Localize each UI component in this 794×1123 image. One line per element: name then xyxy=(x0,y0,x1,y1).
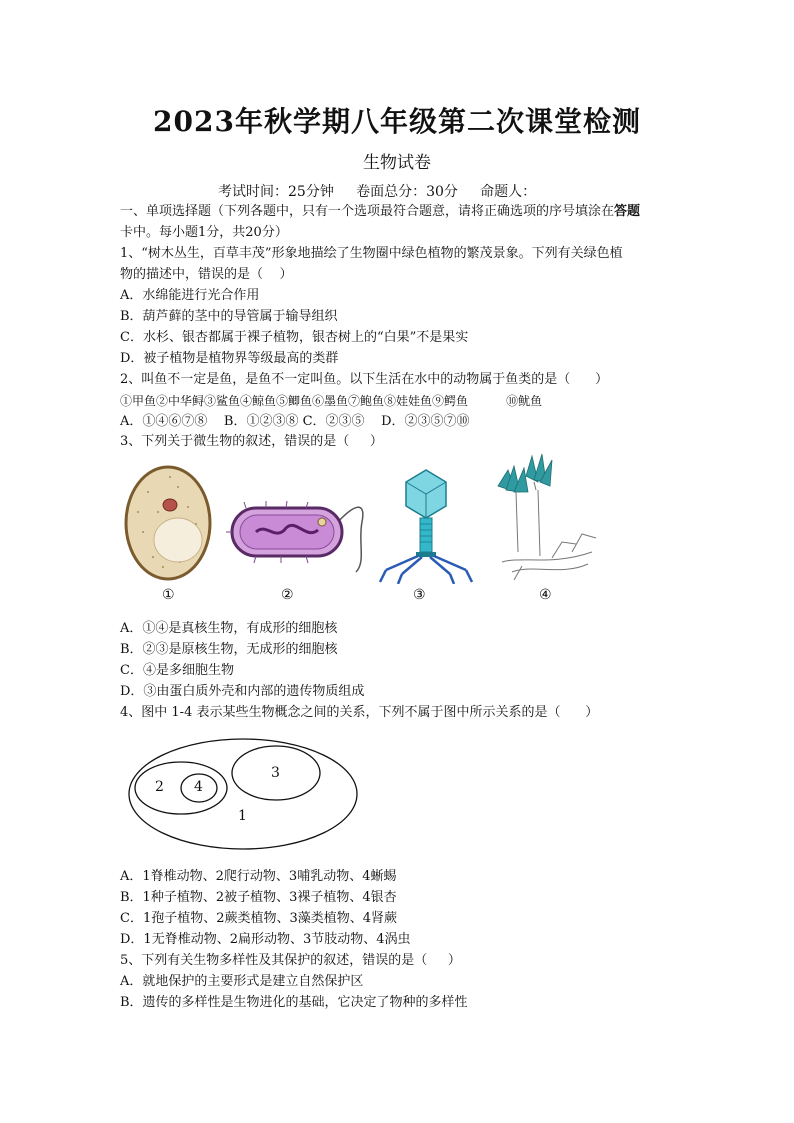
exam-subtitle: 生物试卷 xyxy=(363,153,431,173)
q4-option-b: B．1种子植物、2被子植物、3裸子植物、4银杏 xyxy=(120,890,397,905)
mold-figure xyxy=(492,452,600,584)
section1-intro-bold: 答题 xyxy=(614,204,641,219)
q3-option-a: A．①④是真核生物，有成形的细胞核 xyxy=(120,621,338,636)
q1-stem-line2: 物的描述中，错误的是（ ） xyxy=(120,267,293,282)
yeast-cell-figure xyxy=(118,462,218,584)
section1-intro xyxy=(120,203,640,221)
q5-stem: 5、下列有关生物多样性及其保护的叙述，错误的是（ ） xyxy=(120,953,461,968)
q1-option-d: D．被子植物是植物界等级最高的类群 xyxy=(120,351,339,366)
q1-option-b: B．葫芦藓的茎中的导管属于输导组织 xyxy=(120,309,338,324)
q4-stem: 4、图中 1-4 表示某些生物概念之间的关系，下列不属于图中所示关系的是（ ） xyxy=(120,705,599,720)
q4-option-d: D．1无脊椎动物、2扁形动物、3节肢动物、4涡虫 xyxy=(120,932,411,947)
q4-option-a: A．1脊椎动物、2爬行动物、3哺乳动物、4蜥蜴 xyxy=(120,869,397,884)
exam-title: 2023年秋学期八年级第二次课堂检测 xyxy=(153,105,641,138)
section1-intro-cont: 卡中。每小题1分，共20分） xyxy=(120,225,288,240)
q4-option-c: C．1孢子植物、2蕨类植物、3藻类植物、4肾蕨 xyxy=(120,911,398,926)
section1-intro-text: 一、单项选择题（下列各题中，只有一个选项最符合题意，请将正确选项的序号填涂在 xyxy=(120,204,615,219)
q2-options: A．①④⑥⑦⑧ B．①②③⑧ C．②③⑤ D．②③⑤⑦⑩ xyxy=(120,414,470,429)
fig-label-2: ② xyxy=(281,587,294,603)
q3-stem: 3、下列关于微生物的叙述，错误的是（ ） xyxy=(120,434,383,449)
q1-option-c: C．水杉、银杏都属于裸子植物，银杏树上的“白果”不是果实 xyxy=(120,330,469,345)
fig-label-3: ③ xyxy=(413,587,426,603)
concept-label-3: 3 xyxy=(271,765,280,781)
fig-label-1: ① xyxy=(162,587,175,603)
q3-option-b: B．②③是原核生物，无成形的细胞核 xyxy=(120,642,338,657)
q3-option-d: D．③由蛋白质外壳和内部的遗传物质组成 xyxy=(120,684,365,699)
bacterium-figure xyxy=(226,492,382,578)
concept-label-1: 1 xyxy=(238,808,247,824)
q2-stem: 2、叫鱼不一定是鱼，是鱼不一定叫鱼。以下生活在水中的动物属于鱼类的是（ ） xyxy=(120,372,609,387)
virus-figure xyxy=(376,466,480,584)
concept-label-2: 2 xyxy=(155,779,164,795)
q1-option-a: A．水绵能进行光合作用 xyxy=(120,288,260,303)
q5-option-b: B．遗传的多样性是生物进化的基础，它决定了物种的多样性 xyxy=(120,995,468,1010)
fig-label-4: ④ xyxy=(539,587,552,603)
concept-label-4: 4 xyxy=(194,779,203,795)
q1-stem-line1: 1、“树木丛生，百草丰茂”形象地描绘了生物圈中绿色植物的繁茂景象。下列有关绿色植 xyxy=(120,246,623,261)
exam-meta: 考试时间：25分钟 卷面总分：30分 命题人： xyxy=(218,184,537,200)
q2-animal-list: ①甲鱼②中华鲟③鲨鱼④鲸鱼⑤鲫鱼⑥墨鱼⑦鲍鱼⑧娃娃鱼⑨鳄鱼 ⑩鱿鱼 xyxy=(120,394,543,408)
q3-option-c: C．④是多细胞生物 xyxy=(120,663,234,678)
q5-option-a: A．就地保护的主要形式是建立自然保护区 xyxy=(120,974,364,989)
